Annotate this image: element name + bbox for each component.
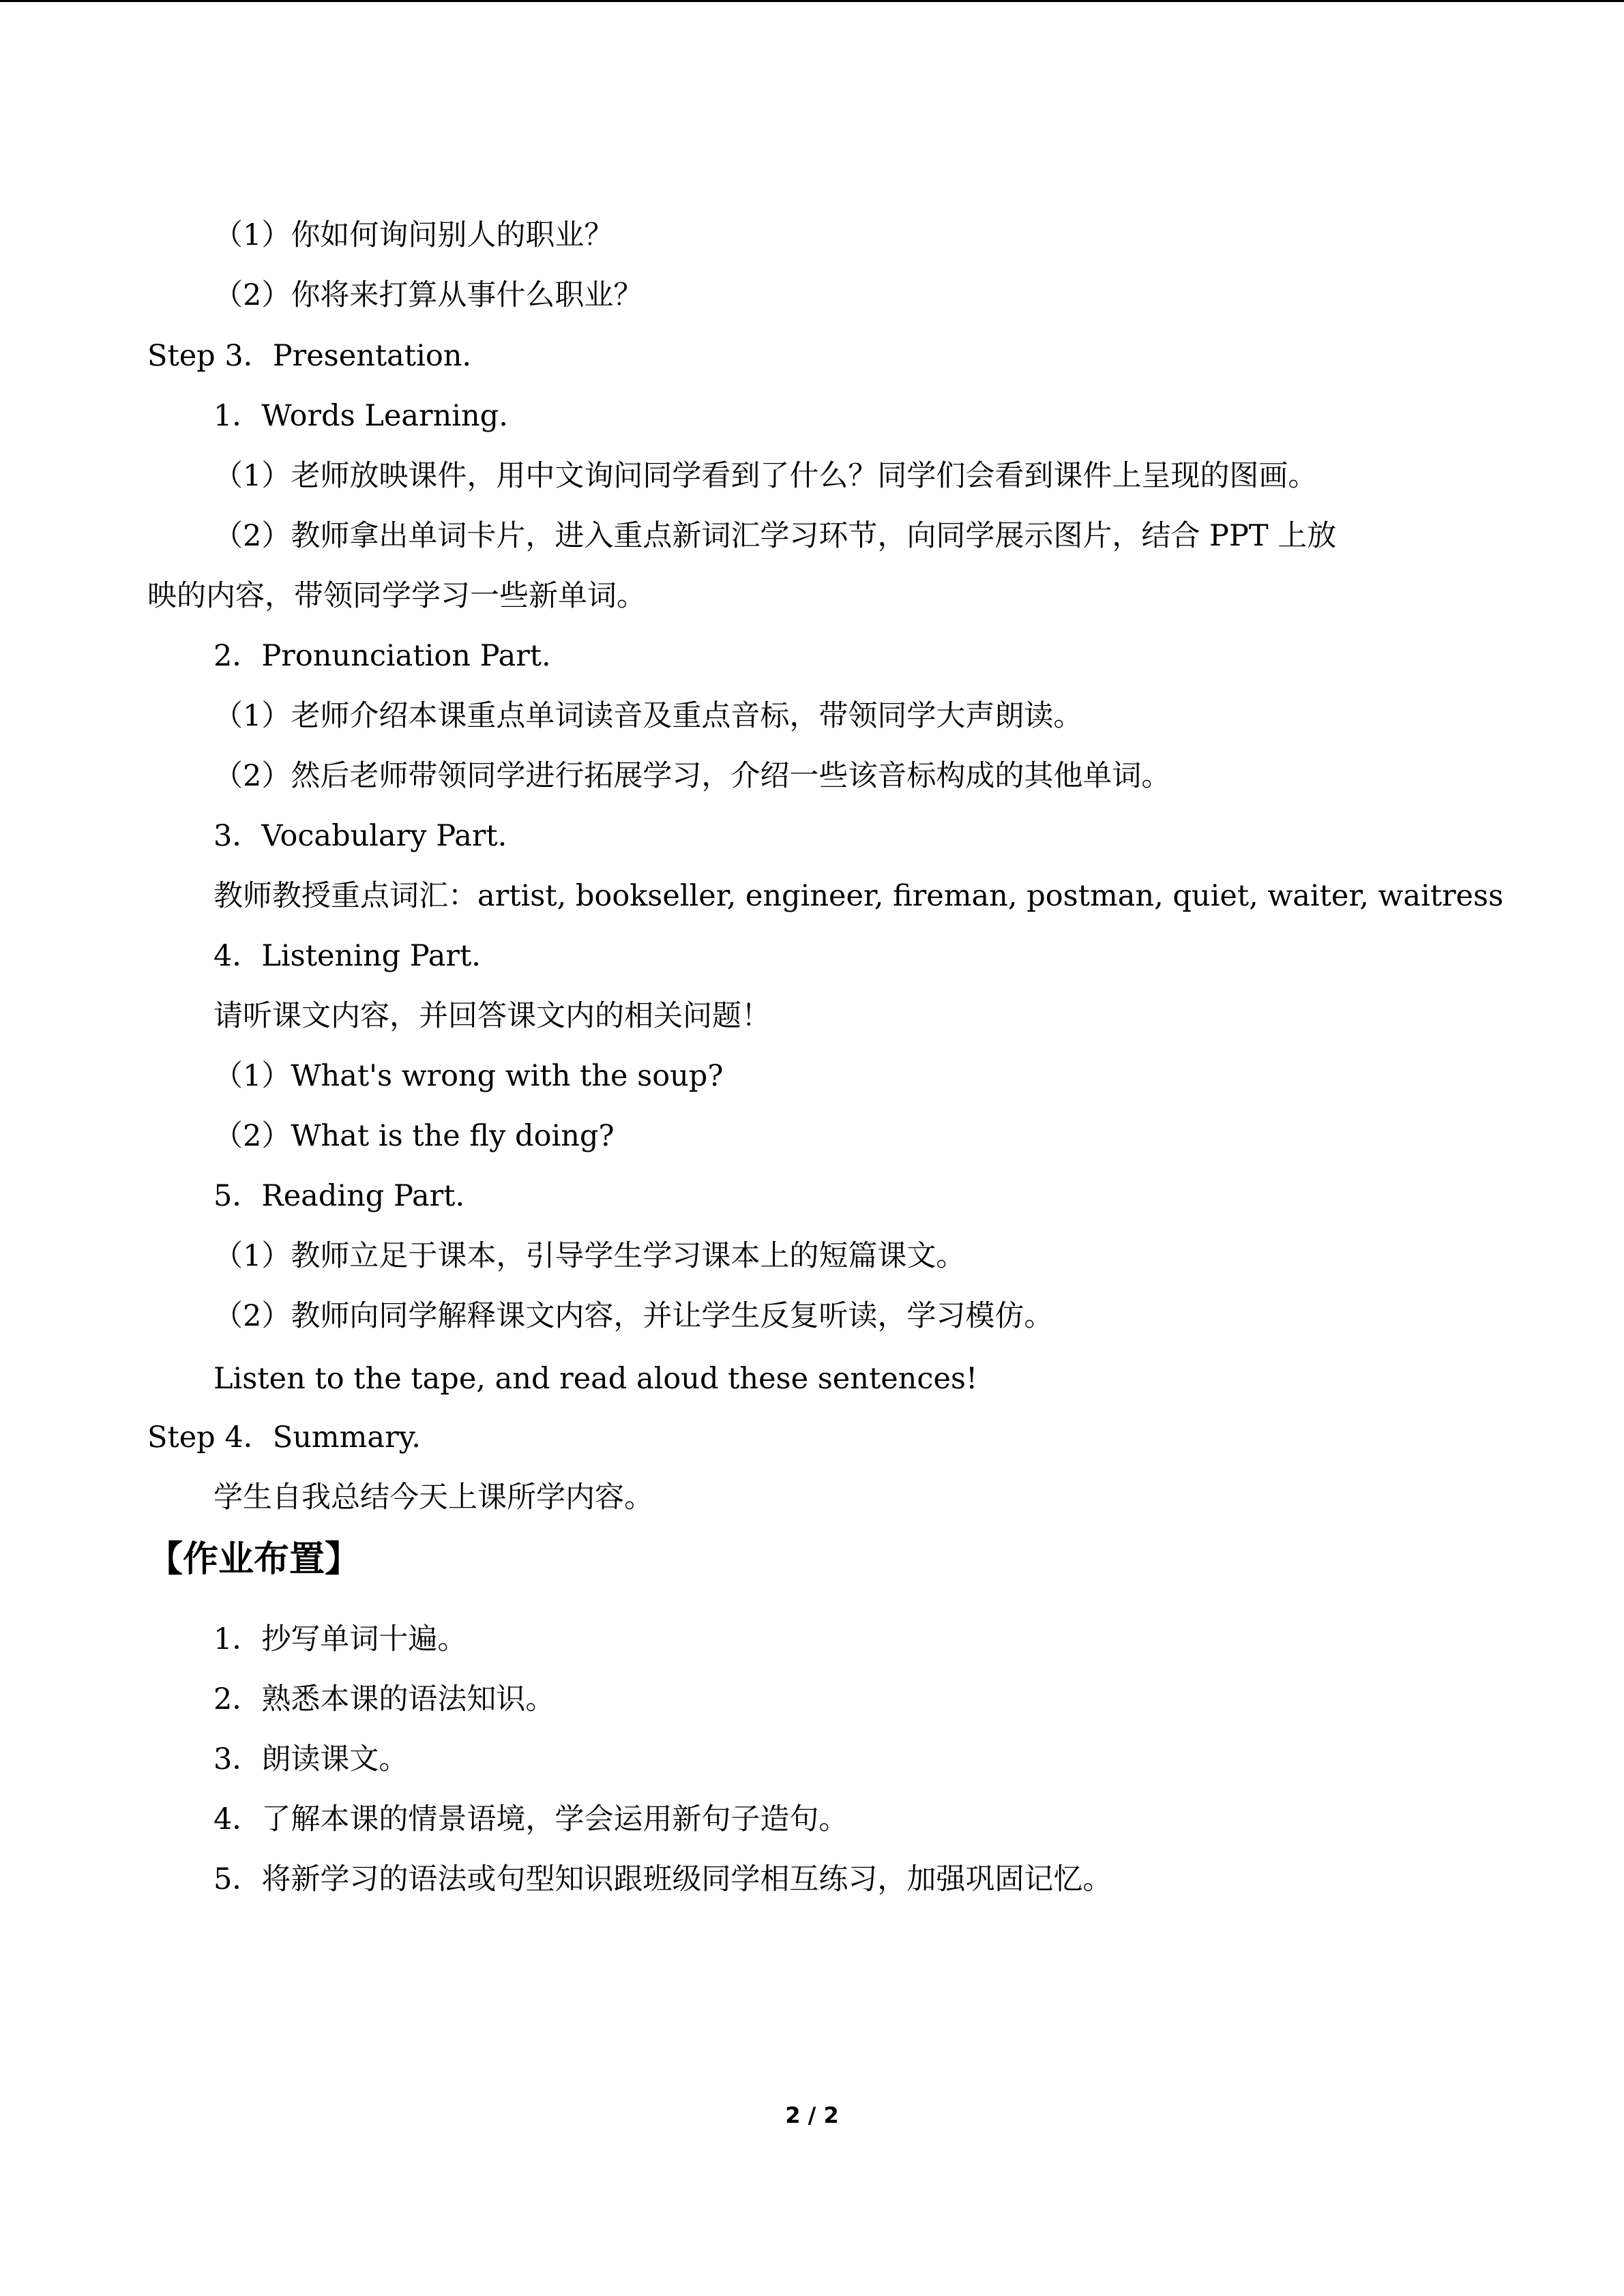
reading-item-2: （2）教师向同学解释课文内容，并让学生反复听读，学习模仿。: [213, 1299, 1054, 1333]
reading-item-1: （1）教师立足于课本，引导学生学习课本上的短篇课文。: [213, 1239, 966, 1273]
words-learning-item-2: （2）教师拿出单词卡片，进入重点新词汇学习环节，向同学展示图片，结合 PPT 上放: [213, 519, 1337, 553]
listening-question-2: （2）What is the fly doing?: [213, 1119, 615, 1153]
pronunciation-item-2: （2）然后老师带领同学进行拓展学习，介绍一些该音标构成的其他单词。: [213, 759, 1171, 793]
vocabulary-heading: 3．Vocabulary Part.: [213, 819, 507, 853]
summary-text: 学生自我总结今天上课所学内容。: [213, 1480, 653, 1515]
listening-heading: 4．Listening Part.: [213, 939, 481, 973]
step-3-heading: Step 3．Presentation.: [147, 339, 472, 373]
page-number: 2 / 2: [785, 2102, 839, 2128]
homework-item: 1．抄写单词十遍。: [213, 1622, 467, 1656]
homework-item: 2．熟悉本课的语法知识。: [213, 1682, 555, 1716]
homework-heading: 【作业布置】: [147, 1539, 361, 1580]
reading-heading: 5．Reading Part.: [213, 1179, 465, 1213]
pronunciation-item-1: （1）老师介绍本课重点单词读音及重点音标，带领同学大声朗读。: [213, 699, 1083, 733]
question-1: （1）你如何询问别人的职业？: [213, 218, 614, 252]
listening-question-1: （1）What's wrong with the soup?: [213, 1059, 724, 1093]
homework-item: 4．了解本课的情景语境，学会运用新句子造句。: [213, 1802, 848, 1836]
pronunciation-heading: 2．Pronunciation Part.: [213, 639, 551, 673]
words-learning-heading: 1．Words Learning.: [213, 399, 508, 433]
page-top-border: [0, 0, 1624, 2]
vocabulary-words: 教师教授重点词汇：artist, bookseller, engineer, fireman, postman, quiet, waiter, waitress: [213, 879, 1504, 913]
homework-item: 5．将新学习的语法或句型知识跟班级同学相互练习，加强巩固记忆。: [213, 1862, 1112, 1896]
words-learning-item-2-cont: 映的内容，带领同学学习一些新单词。: [147, 579, 646, 613]
words-learning-item-1: （1）老师放映课件，用中文询问同学看到了什么？同学们会看到课件上呈现的图画。: [213, 459, 1318, 493]
homework-item: 3．朗读课文。: [213, 1742, 409, 1776]
question-2: （2）你将来打算从事什么职业？: [213, 278, 643, 312]
step-4-heading: Step 4．Summary.: [147, 1420, 421, 1455]
listening-instruction: 请听课文内容，并回答课文内的相关问题！: [213, 999, 771, 1033]
reading-instruction: Listen to the tape, and read aloud these sentences!: [213, 1362, 978, 1396]
